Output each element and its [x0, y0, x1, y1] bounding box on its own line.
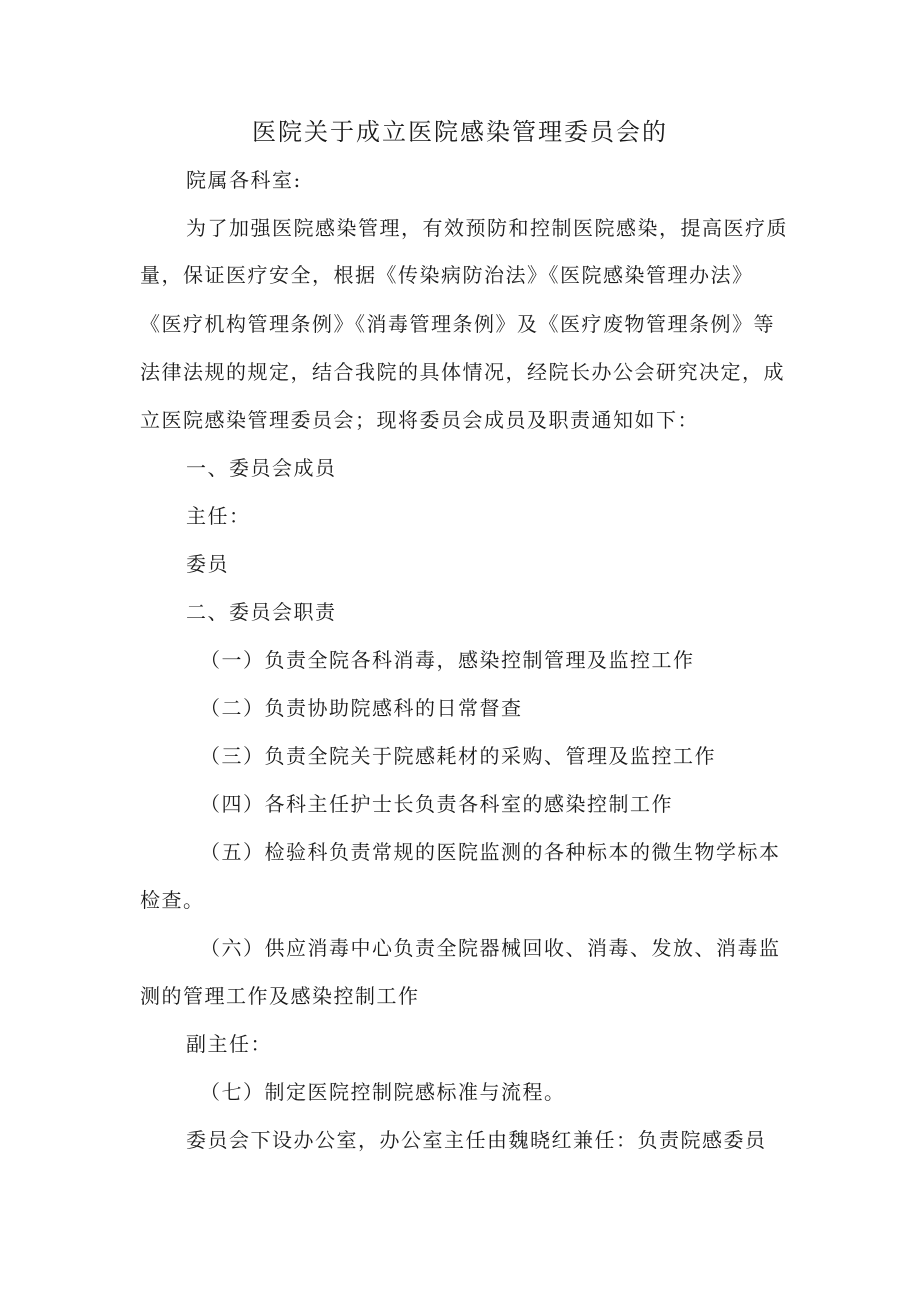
salutation: 院属各科室:	[186, 168, 302, 192]
members-line: 委员	[186, 552, 229, 576]
duty-5-line-2: 检查。	[140, 888, 205, 912]
document-title: 医院关于成立医院感染管理委员会的	[252, 118, 668, 146]
duty-6-line-2: 测的管理工作及感染控制工作	[140, 984, 420, 1008]
duty-6-line-1: （六）供应消毒中心负责全院器械回收、消毒、发放、消毒监	[200, 936, 781, 960]
duty-3: （三）负责全院关于院感耗材的采购、管理及监控工作	[200, 744, 716, 768]
duty-5-line-1: （五）检验科负责常规的医院监测的各种标本的微生物学标本	[200, 840, 781, 864]
intro-line-2: 量，保证医疗安全，根据《传染病防治法》《医院感染管理办法》	[140, 263, 754, 287]
duty-1: （一）负责全院各科消毒，感染控制管理及监控工作	[200, 648, 695, 672]
office-line: 委员会下设办公室，办公室主任由魏晓红兼任：负责院感委员	[186, 1128, 767, 1152]
intro-line-4: 法律法规的规定，结合我院的具体情况，经院长办公会研究决定，成	[140, 360, 785, 384]
section2-heading: 二、委员会职责	[186, 600, 337, 624]
duty-7: （七）制定医院控制院感标准与流程。	[200, 1080, 566, 1104]
intro-line-3: 《医疗机构管理条例》《消毒管理条例》及《医疗废物管理条例》等	[140, 312, 775, 336]
duty-4: （四）各科主任护士长负责各科室的感染控制工作	[200, 792, 673, 816]
section1-heading: 一、委员会成员	[186, 456, 337, 480]
deputy-director-line: 副主任：	[186, 1032, 272, 1056]
intro-line-5: 立医院感染管理委员会；现将委员会成员及职责通知如下：	[140, 408, 699, 432]
director-line: 主任：	[186, 504, 251, 528]
duty-2: （二）负责协助院感科的日常督查	[200, 696, 523, 720]
intro-line-1: 为了加强医院感染管理，有效预防和控制医院感染，提高医疗质	[186, 216, 788, 240]
